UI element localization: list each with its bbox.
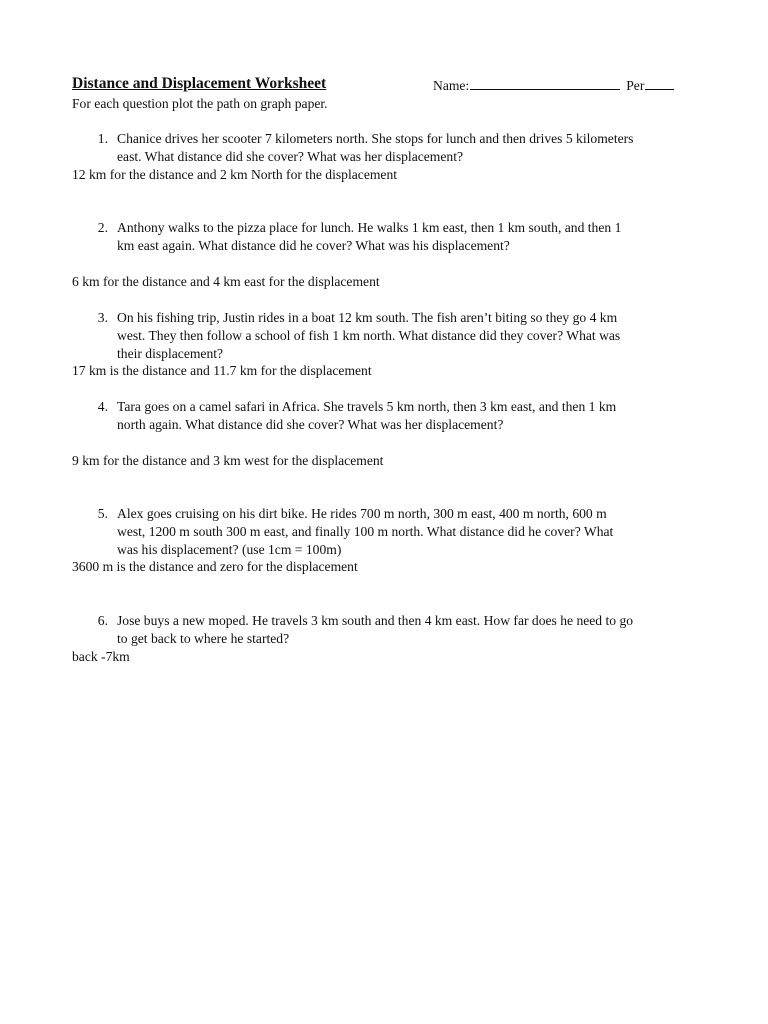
question-line: On his fishing trip, Justin rides in a boat 12 km south. The fish aren’t biting so they go 4 km xyxy=(117,310,618,325)
answer-4: 9 km for the distance and 3 km west for the displacement xyxy=(72,453,384,468)
answer-6: back -7km xyxy=(72,649,130,664)
question-text xyxy=(117,612,702,648)
answer-3: 17 km is the distance and 11.7 km for the displacement xyxy=(72,363,372,378)
question-line: Anthony walks to the pizza place for lunch. He walks 1 km east, then 1 km south, and then 1 xyxy=(117,220,622,235)
question-number: 3. xyxy=(97,310,108,325)
question-number: 2. xyxy=(97,220,108,235)
question-line: Jose buys a new moped. He travels 3 km south and then 4 km east. How far does he need to go xyxy=(117,613,634,628)
question-line: Alex goes cruising on his dirt bike. He rides 700 m north, 300 m east, 400 m north, 600 m xyxy=(117,506,607,521)
name-per-field xyxy=(433,76,674,95)
question-text xyxy=(117,130,702,166)
answer-2: 6 km for the distance and 4 km east for the displacement xyxy=(72,274,380,289)
name-blank xyxy=(470,76,620,90)
question-line: west. They then follow a school of fish 1 km north. What distance did they cover? What was xyxy=(117,328,621,343)
question-line: Tara goes on a camel safari in Africa. She travels 5 km north, then 3 km east, and then 1 km xyxy=(117,399,617,414)
worksheet-header xyxy=(72,75,692,95)
question-number: 6. xyxy=(97,613,108,628)
question-number: 5. xyxy=(97,506,108,521)
page-title: Distance and Displacement Worksheet xyxy=(72,75,327,92)
question-text xyxy=(117,398,702,434)
question-line: Chanice drives her scooter 7 kilometers north. She stops for lunch and then drives 5 kilometers xyxy=(117,131,634,146)
per-label: Per xyxy=(626,78,645,93)
question-number: 1. xyxy=(97,131,108,146)
question-number: 4. xyxy=(97,399,108,414)
question-text xyxy=(117,505,702,559)
answer-5: 3600 m is the distance and zero for the displacement xyxy=(72,559,358,574)
question-line: their displacement? xyxy=(117,346,224,361)
name-label: Name: xyxy=(433,78,470,93)
question-line: km east again. What distance did he cover? What was his displacement? xyxy=(117,238,510,253)
question-line: was his displacement? (use 1cm = 100m) xyxy=(117,542,342,557)
instruction-text: For each question plot the path on graph paper. xyxy=(72,96,328,111)
question-line: north again. What distance did she cover? What was her displacement? xyxy=(117,417,504,432)
question-line: west, 1200 m south 300 m east, and finally 100 m north. What distance did he cover? What xyxy=(117,524,614,539)
per-blank xyxy=(645,76,674,90)
question-line: east. What distance did she cover? What was her displacement? xyxy=(117,149,464,164)
question-text xyxy=(117,309,702,363)
question-line: to get back to where he started? xyxy=(117,631,290,646)
answer-1: 12 km for the distance and 2 km North for the displacement xyxy=(72,167,398,182)
question-text xyxy=(117,219,702,255)
